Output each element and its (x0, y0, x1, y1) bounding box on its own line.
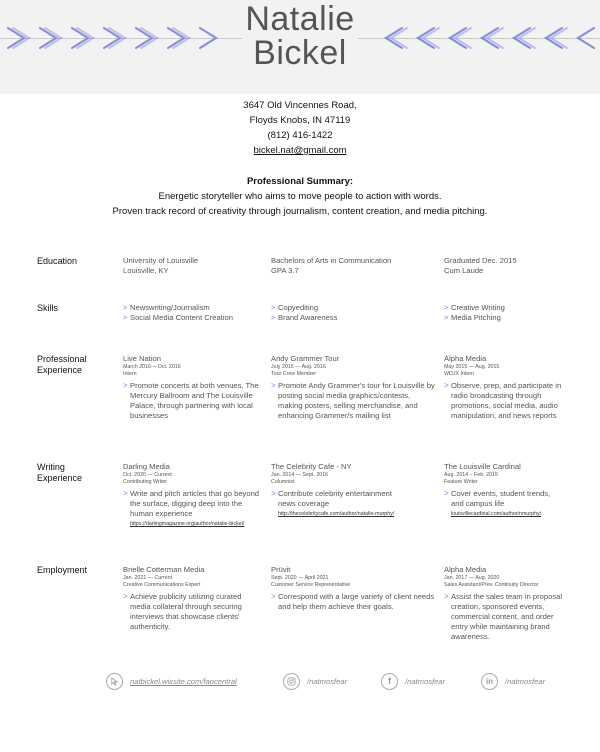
job-role: WDJX Intern (444, 371, 475, 377)
org-name: Alpha Media (444, 354, 487, 363)
skill-item: > Brand Awareness (271, 313, 338, 322)
bullet-arrow-icon: > (271, 592, 276, 601)
org-name: Prüvit (271, 565, 291, 574)
pointer-icon (106, 673, 123, 690)
employment-col-3 (444, 565, 569, 642)
bullet-arrow-icon: > (444, 381, 449, 390)
bullet-arrow-icon: > (444, 489, 449, 498)
employment-label: Employment (37, 565, 88, 575)
job-dates: Oct. 2020 — Current (123, 472, 172, 478)
education-location: Louisville, KY (123, 266, 169, 275)
job-bullet: > Correspond with a large variety of client needs and help them achieve their goals. (271, 592, 435, 611)
job-role: Feature Writer (444, 479, 478, 485)
instagram-handle[interactable]: /natmosfear (307, 676, 348, 686)
education-gpa: GPA 3.7 (271, 266, 299, 275)
job-role: Columnist (271, 479, 295, 485)
org-name: Alpha Media (444, 565, 487, 574)
skill-item: > Media Pitching (444, 313, 501, 322)
job-dates: May 2015 — Aug. 2015 (444, 364, 500, 370)
skills-col-1 (123, 303, 268, 323)
bullet-arrow-icon: > (123, 381, 128, 390)
address-line2: Floyds Knobs, IN 47119 (249, 115, 351, 126)
education-school: University of Louisville (123, 256, 199, 265)
skills-col-2 (271, 303, 416, 323)
bullet-arrow-icon: > (444, 303, 449, 312)
portfolio-link[interactable]: louisvillecardinal.com/author/nmurphy/ (451, 511, 542, 517)
education-label: Education (37, 256, 78, 266)
job-bullet: > Achieve publicity utilizing curated media collateral through securing interviews that showcase clients' authenticity. (123, 592, 242, 631)
bullet-arrow-icon: > (123, 313, 128, 322)
website-link[interactable]: natbickel.wixsite.com/fancentral (130, 676, 237, 686)
bullet-arrow-icon: > (123, 303, 128, 312)
bullet-arrow-icon: > (271, 489, 276, 498)
header-band (0, 0, 600, 94)
org-name: Live Nation (123, 354, 161, 363)
job-bullet: > Cover events, student trends, and campus life (444, 489, 551, 508)
professional-col-1 (123, 354, 263, 421)
job-bullet: > Observe, prep, and participate in radio broadcasting through promotions, social media, audio manipulation, and news reports (444, 381, 562, 420)
job-dates: Jan. 2017 — Aug. 2020 (444, 575, 500, 581)
job-role: Customer Service Representative (271, 582, 351, 588)
writing-label: Writing Experience (37, 462, 83, 483)
linkedin-handle[interactable]: /natmosfear (505, 676, 546, 686)
bullet-arrow-icon: > (444, 313, 449, 322)
footer-website[interactable] (106, 672, 237, 690)
bullet-arrow-icon: > (444, 592, 449, 601)
job-role: Intern (123, 371, 137, 377)
job-bullet: > Promote Andy Grammer's tour for Louisville by posting social media graphics/contests, making posters, selling merchandise, and enhancing Grammer/s mailing list (271, 381, 435, 420)
footer-linkedin[interactable] (481, 672, 545, 690)
job-role: Creative Communications Expert (123, 582, 201, 588)
education-col-2 (271, 256, 436, 276)
job-bullet: > Promote concerts at both venues, The Mercury Ballroom and The Louisville Palace, through partnering with local businesses (123, 381, 259, 420)
first-name: Natalie (245, 0, 355, 38)
education-degree: Bachelors of Arts in Communication (271, 256, 392, 265)
skill-item: > Newswriting/Journalism (123, 303, 210, 312)
writing-col-3 (444, 462, 564, 518)
footer-instagram[interactable] (283, 672, 347, 690)
writing-col-2 (271, 462, 411, 518)
summary-title: Professional Summary: (246, 176, 354, 187)
skill-item: > Social Media Content Creation (123, 313, 233, 322)
professional-col-3 (444, 354, 564, 421)
job-bullet: > Assist the sales team in proposal creation, sponsored events, commercial content, and order entry while maintaining brand awareness. (444, 592, 563, 641)
skill-item: > Creative Writing (444, 303, 505, 312)
skills-label: Skills (37, 303, 59, 313)
last-name: Bickel (253, 34, 347, 72)
education-col-3 (444, 256, 584, 276)
bullet-arrow-icon: > (123, 489, 128, 498)
footer-facebook[interactable] (381, 672, 445, 690)
education-col-1 (123, 256, 263, 276)
address-line1: 3647 Old Vincennes Road, (243, 100, 357, 111)
phone: (812) 416-1422 (267, 130, 333, 141)
org-name: Darling Media (123, 462, 170, 471)
summary-line1: Energetic storyteller who aims to move people to action with words. (158, 191, 442, 202)
job-bullet: > Contribute celebrity entertainment news coverage (271, 489, 392, 508)
summary-line2: Proven track record of creativity through journalism, content creation, and media pitching. (112, 206, 488, 217)
org-name: Brielle Cotterman Media (123, 565, 205, 574)
job-bullet: > Write and pitch articles that go beyond the surface, digging deep into the human experience (123, 489, 260, 518)
bullet-arrow-icon: > (271, 303, 276, 312)
org-name: Andy Grammer Tour (271, 354, 340, 363)
professional-col-2 (271, 354, 435, 421)
employment-col-2 (271, 565, 441, 612)
job-dates: Sept. 2020 — April 2021 (271, 575, 329, 581)
job-dates: Aug. 2014 – Feb. 2015 (444, 472, 498, 478)
education-honors: Cum Laude (444, 266, 484, 275)
education-graduated: Graduated Dec. 2015 (444, 256, 517, 265)
job-role: Tour Crew Member (271, 371, 317, 377)
job-dates: Jan. 2014 — Sept. 2016 (271, 472, 329, 478)
instagram-icon (283, 673, 300, 690)
summary-block (0, 174, 600, 219)
contact-block (0, 98, 600, 158)
job-role: Sales Assistant/Prev. Continuity Director (444, 582, 539, 588)
org-name: The Louisville Cardinal (444, 462, 521, 471)
professional-label: Professional Experience (37, 354, 87, 375)
writing-col-1 (123, 462, 263, 528)
bullet-arrow-icon: > (271, 313, 276, 322)
linkedin-icon: in (481, 673, 498, 690)
name-heading (0, 2, 600, 70)
email-link[interactable]: bickel.nat@gmail.com (253, 145, 347, 156)
employment-col-1 (123, 565, 263, 632)
job-dates: March 2016— Oct. 2016 (123, 364, 181, 370)
skills-col-3 (444, 303, 589, 323)
bullet-arrow-icon: > (271, 381, 276, 390)
job-role: Contributing Writer (123, 479, 168, 485)
facebook-icon: f (381, 673, 398, 690)
org-name: The Celebrity Cafe - NY (271, 462, 352, 471)
job-dates: July 2015 — Aug. 2016 (271, 364, 326, 370)
facebook-handle[interactable]: /natmosfear (405, 676, 446, 686)
portfolio-link[interactable]: http://thecelebritycafe.com/author/natalie-murphy/ (278, 511, 395, 517)
skill-item: > Copyediting (271, 303, 319, 312)
portfolio-link[interactable]: https://darlingmagazine.org/author/natalie-bickel/ (130, 521, 245, 527)
job-dates: Jan. 2021 — Current (123, 575, 173, 581)
bullet-arrow-icon: > (123, 592, 128, 601)
